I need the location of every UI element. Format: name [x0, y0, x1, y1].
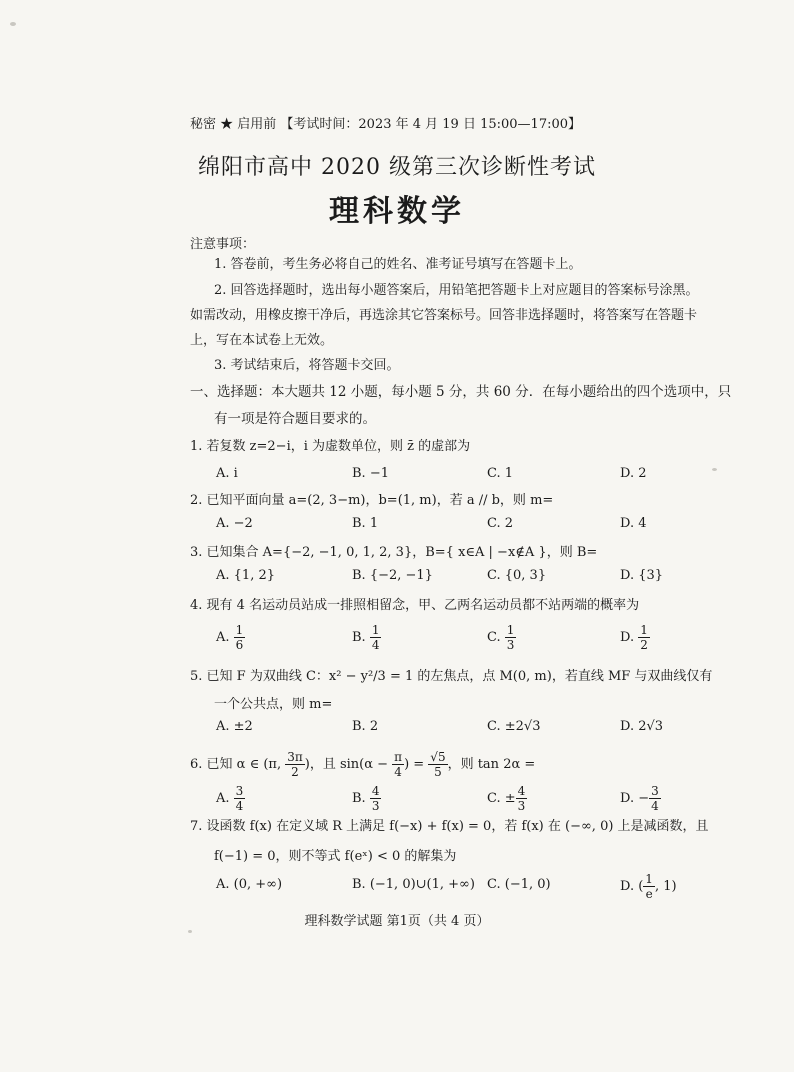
note-item-2-cont: 如需改动，用橡皮擦干净后，再选涂其它答案标号。回答非选择题时，将答案写在答题卡 — [190, 308, 698, 323]
q5-option-a: A. ±2 — [216, 719, 253, 734]
scan-speck — [10, 22, 16, 26]
question-2-stem: 2. 已知平面向量 a=(2, 3−m)，b=(1, m)，若 a // b，则 m= — [190, 493, 554, 508]
question-5-stem: 5. 已知 F 为双曲线 C：x² − y²/3 = 1 的左焦点，点 M(0, m)，若直线 MF 与双曲线仅有 — [190, 669, 713, 684]
question-1-stem: 1. 若复数 z=2−i，i 为虚数单位，则 z̄ 的虚部为 — [190, 439, 471, 454]
subject-title: 理科数学 — [329, 194, 465, 229]
q6-option-b: B. $\frac{4}{3}$ — [352, 784, 380, 813]
q4-option-b: B. $\frac{1}{4}$ — [352, 623, 380, 652]
q7-option-b: B. (−1, 0)∪(1, +∞) — [352, 877, 475, 892]
question-5-stem-cont: 一个公共点，则 m= — [214, 697, 333, 712]
page-footer: 理科数学试题 第1页（共 4 页） — [304, 914, 490, 929]
q4-c-fraction: $\frac{1}{3}$ — [506, 623, 515, 652]
q6-option-a: A. $\frac{3}{4}$ — [216, 784, 244, 813]
exam-title: 绵阳市高中 2020 级第三次诊断性考试 — [198, 155, 596, 180]
q2-option-b: B. 1 — [352, 516, 379, 531]
note-item-1: 1. 答卷前，考生务必将自己的姓名、准考证号填写在答题卡上。 — [214, 257, 582, 272]
q4-option-d: D. $\frac{1}{2}$ — [620, 623, 648, 652]
q7-option-c: C. (−1, 0) — [487, 877, 551, 892]
scan-speck — [188, 930, 192, 933]
question-4-stem: 4. 现有 4 名运动员站成一排照相留念，甲、乙两名运动员都不站两端的概率为 — [190, 598, 640, 613]
q1-option-a: A. i — [216, 466, 238, 481]
q3-option-c: C. {0, 3} — [487, 568, 547, 583]
note-item-3: 3. 考试结束后，将答题卡交回。 — [214, 358, 400, 373]
q2-option-a: A. −2 — [216, 516, 253, 531]
confidential-header: 秘密 ★ 启用前 【考试时间：2023 年 4 月 19 日 15:00—17:00】 — [190, 117, 582, 132]
q6-option-c: C. ± $\frac{4}{3}$ — [487, 784, 526, 813]
q4-b-fraction: $\frac{1}{4}$ — [371, 623, 380, 652]
q2-option-c: C. 2 — [487, 516, 514, 531]
q7-option-d: D. ( $\frac{1}{e}$ , 1) — [620, 872, 677, 901]
question-3-stem: 3. 已知集合 A={−2, −1, 0, 1, 2, 3}，B={ x∈A | −x∉A }，则 B= — [190, 545, 598, 560]
q1-option-c: C. 1 — [487, 466, 514, 481]
scan-speck — [712, 468, 717, 471]
q4-d-fraction: $\frac{1}{2}$ — [640, 623, 648, 652]
q4-option-c: C. $\frac{1}{3}$ — [487, 623, 515, 652]
q7-option-a: A. (0, +∞) — [216, 877, 283, 892]
q5-option-d: D. 2√3 — [620, 719, 664, 734]
q2-option-d: D. 4 — [620, 516, 647, 531]
section1-intro: 一、选择题：本大题共 12 小题，每小题 5 分，共 60 分．在每小题给出的四个选项中，只 — [190, 384, 732, 400]
q6-a-fraction: $\frac{3}{4}$ — [235, 784, 244, 813]
q3-option-a: A. {1, 2} — [216, 568, 276, 583]
q5-option-c: C. ±2√3 — [487, 719, 541, 734]
q6-frac-sqrt5-5: $\frac{√5}{5}$ — [430, 750, 446, 779]
q5-option-b: B. 2 — [352, 719, 379, 734]
question-7-stem: 7. 设函数 f(x) 在定义域 R 上满足 f(−x) + f(x) = 0，若 f(x) 在 (−∞, 0) 上是减函数，且 — [190, 819, 709, 834]
q4-option-a: A. $\frac{1}{6}$ — [216, 623, 244, 652]
section1-intro-cont: 有一项是符合题目要求的。 — [214, 411, 376, 427]
q1-option-b: B. −1 — [352, 466, 389, 481]
q4-a-fraction: $\frac{1}{6}$ — [235, 623, 244, 652]
q3-option-d: D. {3} — [620, 568, 664, 583]
note-item-2: 2. 回答选择题时，选出每小题答案后，用铅笔把答题卡上对应题目的答案标号涂黑。 — [214, 283, 699, 298]
question-6-stem: 6. 已知 α ∈ (π, $\frac{3\pi}{2}$ )，且 sin(α − $\frac{\pi}{4}$ ) = $\frac{√5}{5}$ ，则 tan 2α = — [190, 750, 536, 779]
q6-frac-pi-4: $\frac{\pi}{4}$ — [394, 750, 403, 779]
q3-option-b: B. {−2, −1} — [352, 568, 433, 583]
q6-b-fraction: $\frac{4}{3}$ — [371, 784, 380, 813]
q6-d-fraction: $\frac{3}{4}$ — [651, 784, 659, 813]
q6-frac-3pi-2: $\frac{3\pi}{2}$ — [287, 750, 303, 779]
note-item-2-cont2: 上，写在本试卷上无效。 — [190, 333, 334, 348]
question-7-stem-cont: f(−1) = 0，则不等式 f(eˣ) < 0 的解集为 — [214, 849, 457, 864]
notes-heading: 注意事项： — [190, 237, 256, 252]
q6-c-fraction: $\frac{4}{3}$ — [517, 784, 526, 813]
q1-option-d: D. 2 — [620, 466, 647, 481]
q7-d-fraction: $\frac{1}{e}$ — [645, 872, 653, 901]
q6-option-d: D. − $\frac{3}{4}$ — [620, 784, 659, 813]
